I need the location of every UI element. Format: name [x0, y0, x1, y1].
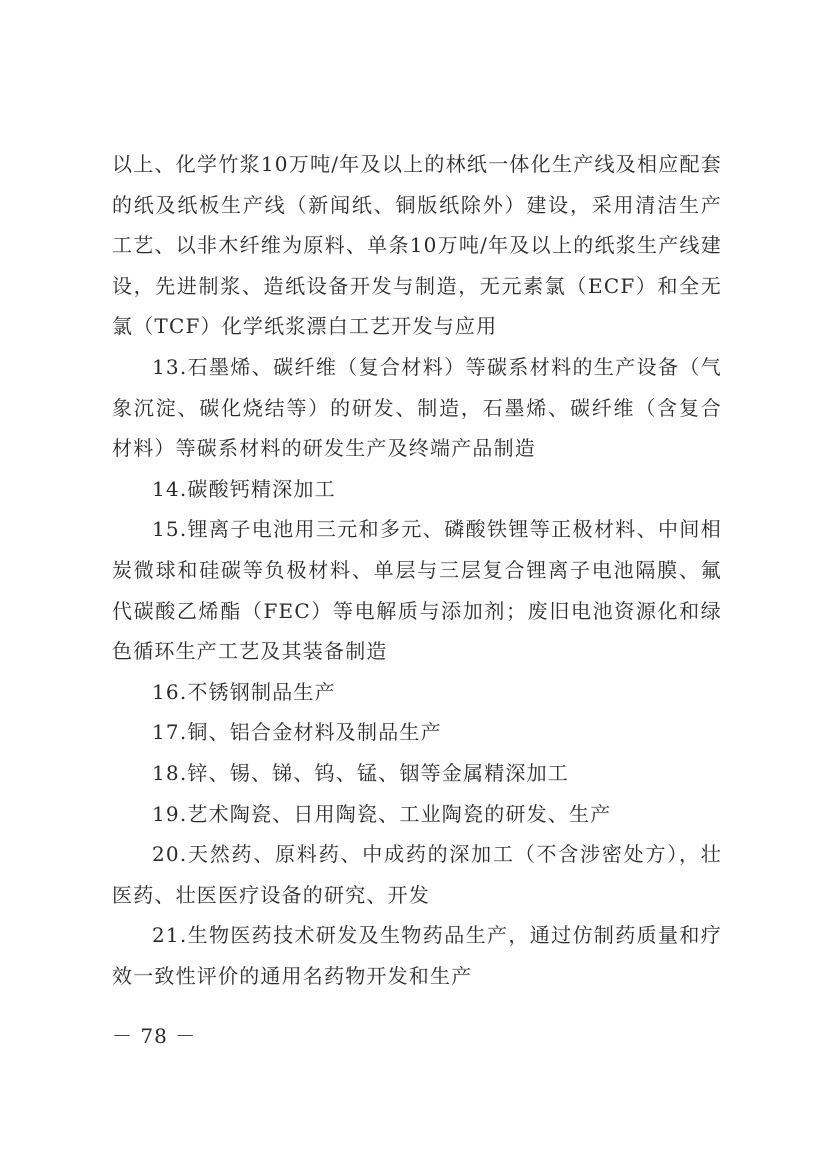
paragraph-item-16: 16.不锈钢制品生产: [152, 679, 336, 704]
document-body: [112, 144, 722, 996]
page-number: － 78 －: [112, 1024, 197, 1048]
paragraph-item-20: 20.天然药、原料药、中成药的深加工（不含涉密处方），壮医药、壮医医疗设备的研究、开发: [112, 842, 722, 907]
paragraph-item-19: 19.艺术陶瓷、日用陶瓷、工业陶瓷的研发、生产: [152, 801, 612, 826]
paragraph-item-13: 13.石墨烯、碳纤维（复合材料）等碳系材料的生产设备（气象沉淀、碳化烧结等）的研发、制造，石墨烯、碳纤维（含复合材料）等碳系材料的研发生产及终端产品制造: [112, 354, 722, 461]
paragraph-continuation: 以上、化学竹浆10万吨/年及以上的林纸一体化生产线及相应配套的纸及纸板生产线（新闻纸、铜版纸除外）建设，采用清洁生产工艺、以非木纤维为原料、单条10万吨/年及以上的纸浆生产线建设，先进制浆、造纸设备开发与制造，无元素氯（ECF）和全无氯（TCF）化学纸浆漂白工艺开发与应用: [112, 152, 722, 339]
paragraph-item-21: 21.生物医药技术研发及生物药品生产，通过仿制药质量和疗效一致性评价的通用名药物开发和生产: [112, 923, 722, 988]
paragraph-item-14: 14.碳酸钙精深加工: [152, 476, 336, 501]
paragraph-item-17: 17.铜、铝合金材料及制品生产: [152, 720, 442, 745]
paragraph-item-18: 18.锌、锡、锑、钨、锰、铟等金属精深加工: [152, 760, 570, 785]
paragraph-item-15: 15.锂离子电池用三元和多元、磷酸铁锂等正极材料、中间相炭微球和硅碳等负极材料、单层与三层复合锂离子电池隔膜、氟代碳酸乙烯酯（FEC）等电解质与添加剂；废旧电池资源化和绿色循环生产工艺及其装备制造: [112, 517, 722, 664]
